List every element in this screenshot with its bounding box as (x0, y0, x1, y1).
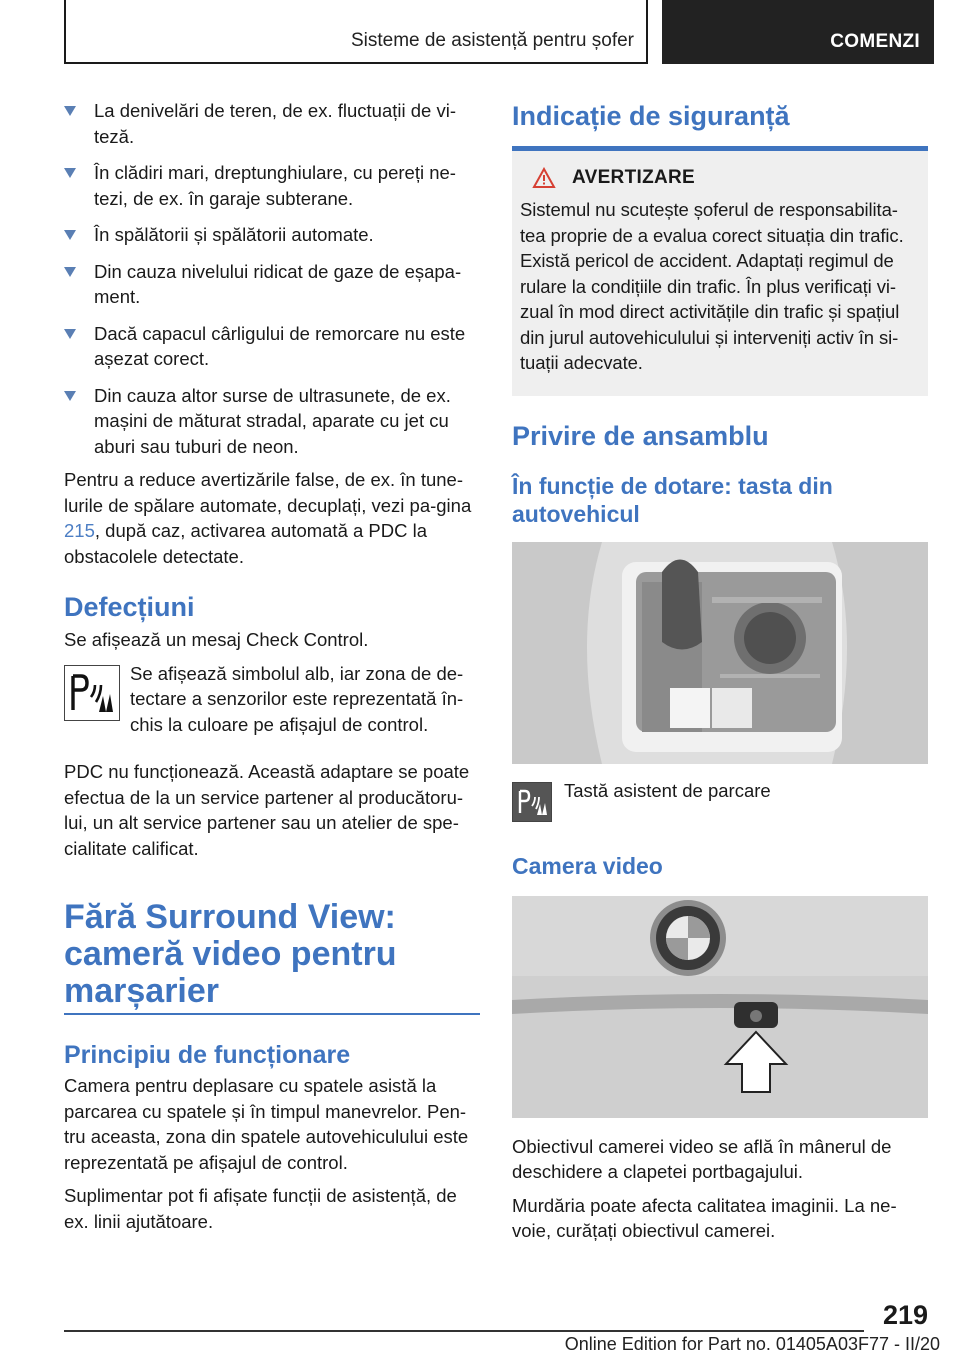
header-section-title: Sisteme de asistență pentru șofer (350, 30, 634, 51)
warning-title-row (520, 167, 920, 189)
conditions-list (64, 98, 480, 459)
defects-text: Se afișează un mesaj Check Control. (64, 629, 369, 650)
equipment-heading: În funcție de dotare: tasta din autovehicul (512, 472, 833, 527)
heading-rule (64, 1013, 480, 1015)
right-column (512, 100, 928, 1252)
warning-title: AVERTIZARE (572, 167, 695, 188)
page-number: 219 (882, 1300, 928, 1330)
triangle-bullet-icon (64, 391, 76, 401)
warning-text: Sistemul nu scutește șoferul de responsabilita-tea proprie de a evalua corect situația din trafic. Există pericol de accident. Adaptați regimul de rulare la condițiile din trafic. În plus verificați vi-zual în mod direct activitățile din trafic și spațiul din jurul autovehiculului și interveniți activ în si-tuații adecvate. (520, 199, 904, 373)
list-item: La denivelări de teren, de ex. fluctuații de vi-teză. (64, 98, 480, 149)
list-item: În clădiri mari, dreptunghiulare, cu pereți ne-tezi, de ex. în garaje subterane. (64, 160, 480, 211)
triangle-bullet-icon (64, 329, 76, 339)
warning-box (512, 151, 928, 396)
page-link-215[interactable]: 215 (64, 520, 95, 541)
camera-heading: Camera video (512, 852, 663, 879)
triangle-bullet-icon (64, 106, 76, 116)
safety-heading: Indicație de siguranță (512, 101, 790, 131)
camera-dirt-text: Murdăria poate afecta calitatea imaginii. La ne-voie, curățați obiectivul camerei. (512, 1194, 897, 1241)
header-section-box (64, 0, 648, 64)
principle-text: Camera pentru deplasare cu spatele asistă la parcarea cu spatele și în timpul manevrelor. Pen-tru aceasta, zona din spatele autovehiculului este reprezentată pe afișajul de control. (64, 1075, 469, 1173)
parking-key-caption: Tastă asistent de parcare (564, 779, 771, 801)
list-item: În spălătorii și spălătorii automate. (64, 222, 480, 248)
camera-lens-text: Obiectivul camerei video se află în mânerul de deschidere a clapetei portbagajului. (512, 1135, 892, 1182)
defects-heading: Defecțiuni (64, 592, 195, 622)
triangle-bullet-icon (64, 267, 76, 277)
parking-assistant-key-icon (512, 782, 552, 822)
defect-symbol-text: Se afișează simbolul alb, iar zona de de-tectare a senzorilor este reprezentată în-chis la culoare pe afișajul de control. (130, 662, 464, 735)
tailgate-camera-photo (512, 896, 928, 1118)
pdc-not-working-text: PDC nu funcționează. Această adaptare se poate efectua de la un service partener al producătoru-lui, un alt service partener sau un atelier de spe-cialitate calificat. (64, 761, 470, 859)
header-chapter-title: COMENZI (830, 31, 920, 52)
parking-key-row (512, 779, 928, 822)
triangle-bullet-icon (64, 168, 76, 178)
list-item: Din cauza nivelului ridicat de gaze de eșapa-ment. (64, 259, 480, 310)
left-column (64, 98, 480, 1242)
principle-heading: Principiu de funcționare (64, 1041, 351, 1069)
extra-functions-text: Suplimentar pot fi afișate funcții de asistență, de ex. linii ajutătoare. (64, 1185, 457, 1232)
header-chapter-box (662, 0, 934, 64)
console-photo (512, 542, 928, 764)
overview-heading: Privire de ansamblu (512, 420, 769, 451)
warning-triangle-icon (532, 167, 556, 189)
footer-rule (64, 1330, 864, 1332)
reduce-warnings-text: Pentru a reduce avertizările false, de ex. în tune-lurile de spălare automate, decuplați, vezi pa-gina 215, după caz, activarea automată a PDC la obstacolele detectate. (64, 469, 472, 567)
footer-edition: Online Edition for Part no. 01405A03F77 - II/20 (564, 1334, 940, 1354)
list-item: Dacă capacul cârligului de remorcare nu este așezat corect. (64, 321, 480, 372)
triangle-bullet-icon (64, 230, 76, 240)
rear-camera-heading: Fără Surround View: cameră video pentru marșarier (64, 898, 397, 1010)
pdc-white-symbol-icon (64, 665, 120, 721)
defect-symbol-row (64, 662, 480, 746)
list-item: Din cauza altor surse de ultrasunete, de ex. mașini de măturat stradal, aparate cu jet cu aburi sau tuburi de neon. (64, 383, 480, 460)
